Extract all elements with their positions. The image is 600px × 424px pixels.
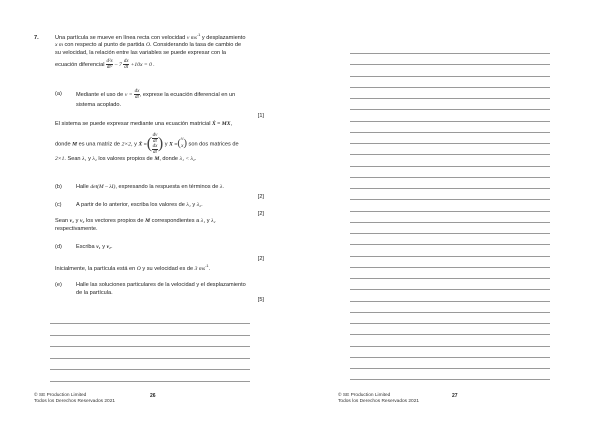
answer-line (350, 334, 550, 335)
question-number: 7. (34, 35, 39, 41)
answer-line (350, 154, 550, 155)
answer-line (50, 346, 250, 347)
part-a-marks: [1] (257, 113, 264, 119)
answer-line (350, 368, 550, 369)
d2x-dt2-fraction: $\frac{\text{d²x}}{\text{dt²}}$ (106, 58, 113, 70)
answer-line (350, 289, 550, 290)
right-page (300, 0, 600, 424)
intro-line-2: x m con respecto al punto de partida O. Considerando la tasa de cambio de (55, 42, 242, 49)
question-intro (55, 33, 275, 70)
answer-line (350, 132, 550, 133)
page-number-right: 27 (452, 393, 458, 399)
answer-line (350, 222, 550, 223)
answer-line (350, 76, 550, 77)
part-d-marks: [2] (257, 256, 264, 262)
left-paren: ( (146, 134, 153, 152)
answer-line (350, 64, 550, 65)
page-number-left: 26 (150, 393, 156, 399)
answer-line (350, 233, 550, 234)
footer-right: © SE Production Limited Todos los Derechos Reservados 2021 (338, 393, 420, 405)
part-d-label: (d) (55, 244, 62, 250)
part-d-text: Escriba v₁ y v₂. (76, 244, 113, 250)
part-c-label: (c) (55, 202, 62, 208)
part-b-marks: [2] (257, 194, 264, 200)
answer-line (350, 53, 550, 54)
dx-dt-fraction: $\frac{dx}{dt}$ (123, 58, 129, 70)
part-e-label: (e) (55, 282, 62, 288)
answer-line (350, 166, 550, 167)
answer-line (350, 188, 550, 189)
intro-line-3: su velocidad, la relación entre las variables se puede expresar con la (55, 49, 227, 56)
answer-line (350, 312, 550, 313)
answer-line (350, 109, 550, 110)
initial-conditions: Inicialmente, la partícula está en O y su velocidad es de 3 $ms^{-1}$. (55, 264, 211, 272)
answer-line (350, 301, 550, 302)
answer-line (350, 379, 550, 380)
part-a-text: Mediante el uso de v = $\frac{dx}{dt}$ , exprese la ecuación diferencial en un sistema acoplado. (76, 89, 236, 108)
answer-line (350, 357, 550, 358)
answer-line (50, 323, 250, 324)
a-dx-dt-fraction: $\frac{dx}{dt}$ (134, 89, 140, 100)
footer-left: © SE Production Limited Todos los Derechos Reservados 2021 (34, 393, 116, 405)
part-e-text: Halle las soluciones particulares de la velocidad y el desplazamiento de la partícula. (76, 282, 246, 296)
answer-line (350, 244, 550, 245)
x-column-vector: v x (181, 137, 184, 149)
answer-line (50, 381, 250, 382)
answer-line (350, 211, 550, 212)
answer-line (350, 143, 550, 144)
answer-line (50, 369, 250, 370)
answer-line (50, 335, 250, 336)
part-a-label: (a) (55, 91, 62, 97)
part-c-text: A partir de lo anterior, escriba los valores de λ₁ y λ₂. (76, 202, 203, 208)
intro-line-4: ecuación diferencial $\frac{\text{d²x}}{\text{dt²}}$ – 7 $\frac{dx}{dt}$ +10x = 0 . (55, 58, 155, 70)
answer-line (350, 346, 550, 347)
answer-line (350, 267, 550, 268)
answer-line (350, 199, 550, 200)
system-description: El sistema se puede expresar mediante una ecuación matricial Ẋ = MX, donde M es una matriz de 2×2, y Ẋ =( dv dt dx dt ) y X =( v x ) son dos matrices de 2×1. Sean λ₁ y λ₂ los valores propios de M, donde λ₁ < λ₂. (55, 121, 239, 162)
answer-line (350, 323, 550, 324)
answer-line (350, 278, 550, 279)
answer-line (350, 177, 550, 178)
part-b-text: Halle det(M – λI), expresando la respuesta en términos de λ. (76, 184, 224, 190)
answer-line (350, 87, 550, 88)
answer-line (350, 121, 550, 122)
right-paren: ) (157, 134, 164, 152)
part-b-label: (b) (55, 184, 62, 190)
answer-line (350, 98, 550, 99)
answer-line (50, 358, 250, 359)
xdot-column-vector: dv dt dx dt (152, 132, 158, 155)
eigenvector-description: Sean v₁ y v₂ los vectores propios de M correspondientes a λ₁ y λ₂ respectivamente. (55, 218, 216, 232)
intro-line-1: Una partícula se mueve en línea recta con velocidad v $ms^{-1}$ y desplazamiento (55, 33, 246, 41)
part-c-marks: [2] (257, 211, 264, 217)
answer-line (350, 256, 550, 257)
part-e-marks: [5] (257, 297, 264, 303)
